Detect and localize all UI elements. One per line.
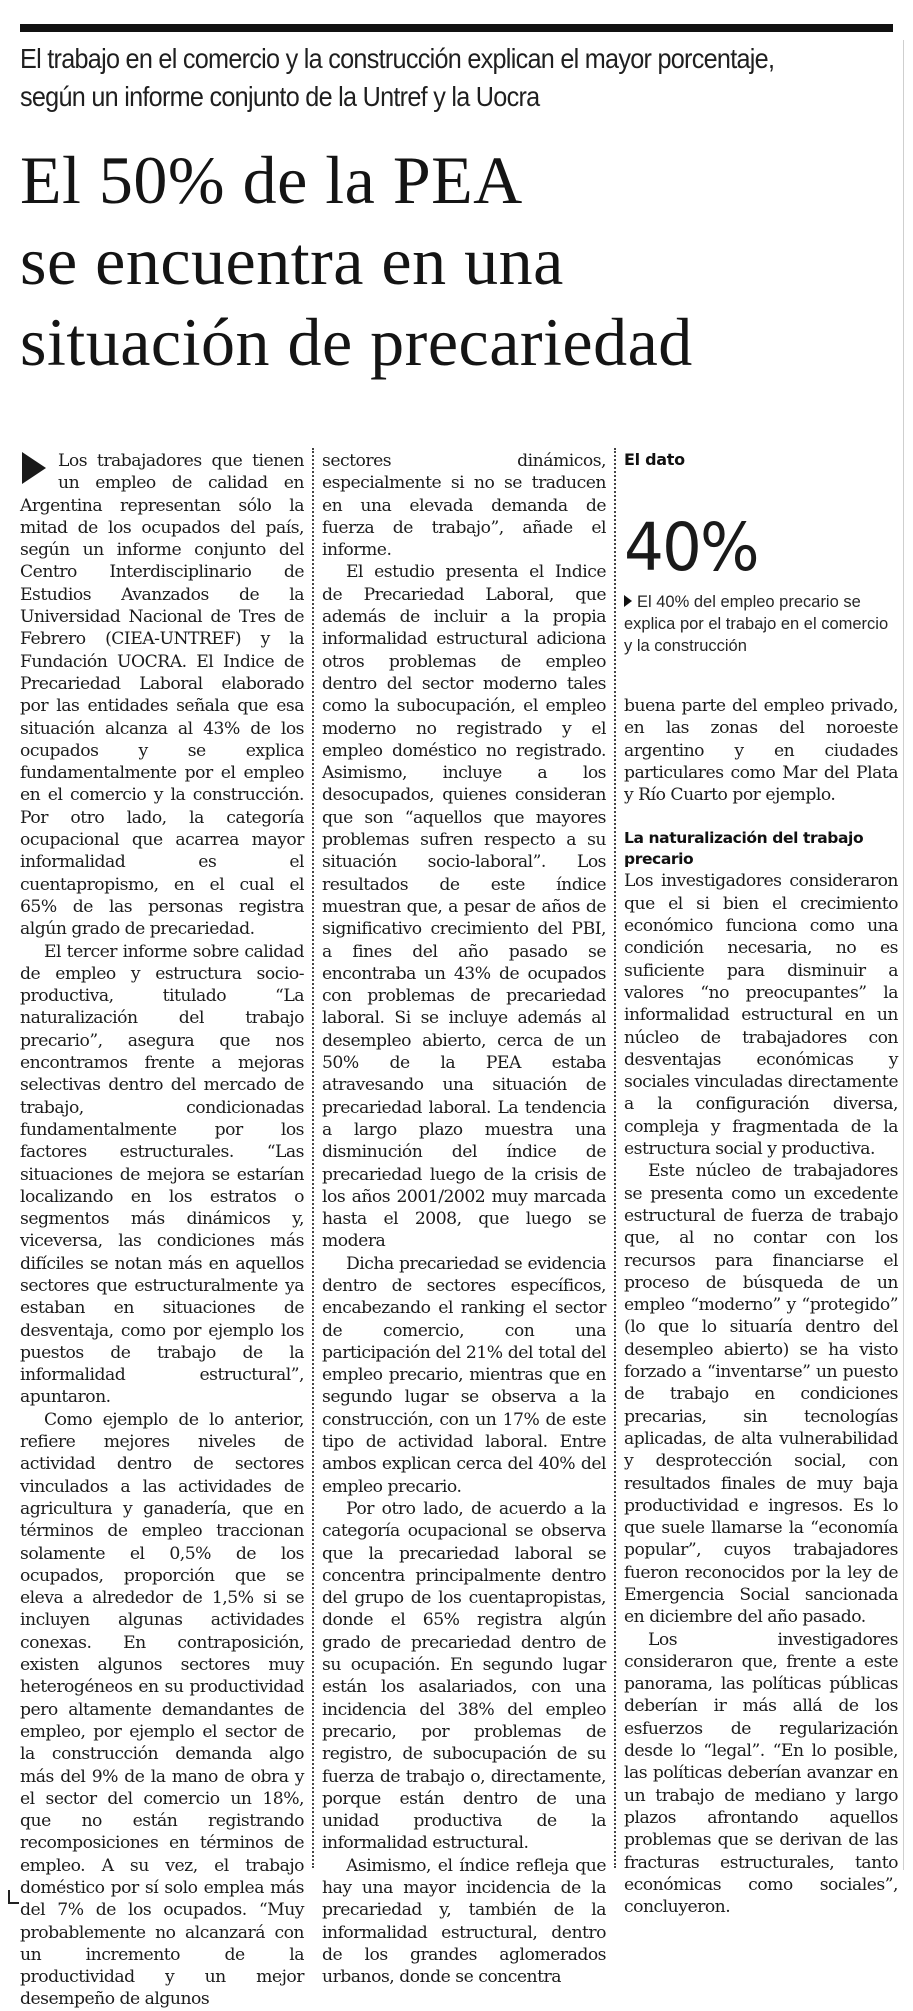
el-dato-number — [624, 509, 898, 586]
el-dato-box — [624, 450, 898, 657]
column-divider-1 — [312, 448, 314, 1868]
triangle-bullet-icon — [624, 595, 632, 607]
triangle-arrow-icon — [20, 450, 48, 486]
el-dato-title: El dato — [624, 450, 685, 469]
headline-line-1: El 50% de la PEA — [20, 142, 523, 218]
column-divider-2 — [614, 448, 616, 1868]
paragraph: Asimismo, el índice refleja que hay una mayor incidencia de la precariedad y, también de la informalidad estructural, dentro de los grandes aglomerados urbanos, donde se concentra — [322, 1855, 606, 1988]
paragraph: Este núcleo de trabajadores se presenta como un excedente estructural de fuerza de trabajo que, al no contar con los recursos para financiarse el proceso de búsqueda de un empleo “moderno” y “protegido” (lo que lo situaría dentro del desempleo abierto) se ha visto forzado a “inventarse” un puesto de trabajo en condiciones precarias, sin tecnologías aplicadas, de alta vulnerabilidad y desprotección social, con resultados finales de muy baja productividad e ingresos. Es lo que suele llamarse la “economía popular”, cuyos trabajadores fueron reconocidos por la ley de Emergencia Social sancionada en diciembre del año pasado. — [624, 1161, 898, 1628]
crop-corner-mark — [8, 1890, 19, 1904]
paragraph: Los investigadores consideraron que el si bien el crecimiento económico funciona como una condición necesaria, no es suficiente para disminuir a valores “no preocupantes” la informalidad estructural en un núcleo de trabajadores con desventajas económicas y sociales vinculadas directamente a la configuración diversa, compleja y fragmentada de la estructura social y productiva. — [624, 871, 898, 1160]
paragraph: Dicha precariedad se evidencia dentro de sectores específicos, encabezando el ranking el sector de comercio, con una participación del 21% del total del empleo precario, mientras que en segundo lugar se observa a la construcción, con un 17% de este tipo de actividad laboral. Entre ambos explican cerca del 40% del empleo precario. — [322, 1253, 606, 1497]
paragraph: El estudio presenta el Indice de Precariedad Laboral, que además de incluir a la propia informalidad estructural adiciona otros problemas de empleo dentro del sector moderno tales como la subocupación, el empleo moderno no registrado y el empleo doméstico no registrado. Asimismo, incluye a los desocupados, quienes consideran que son “aquellos que mayores problemas sufren respecto a su situación socio-laboral”. Los resultados de este índice muestran que, a pesar de años de significativo crecimiento del PBI, a fines del año pasado se encontraba un 43% de ocupados con problemas de precariedad laboral. Si se incluye además al desempleo abierto, cerca de un 50% de la PEA estaba atravesando una situación de precariedad laboral. La tendencia a largo plazo muestra una disminución del índice de precariedad luego de la crisis de los años 2001/2002 muy marcada hasta el 2008, que luego se modera — [322, 562, 606, 1252]
el-dato-description — [624, 591, 898, 657]
paragraph: Los investigadores consideraron que, frente a este panorama, las políticas públicas deberían ir más allá de los esfuerzos de regularización desde lo “legal”. “En lo posible, las políticas deberían avanzar en un trabajo de mediano y largo plazos afrontando aquellos problemas que se derivan de las fracturas estructurales, tanto económicas como sociales”, concluyeron. — [624, 1629, 898, 1918]
headline-line-2: se encuentra en una — [20, 223, 564, 299]
paragraph: sectores dinámicos, especialmente si no se traducen en una elevada demanda de fuerza de trabajo”, añade el informe. — [322, 451, 606, 561]
el-dato-number-value: 40% — [624, 509, 758, 586]
article-column-2 — [322, 450, 606, 1988]
top-rule-divider — [20, 24, 893, 32]
paragraph: Como ejemplo de lo anterior, refiere mejores niveles de actividad dentro de sectores vinculados a las actividades de agricultura y ganadería, que en términos de empleo traccionan solamente el 0,5% de los ocupados, proporción que se eleva a alrededor de 1,5% si se incluyen algunas actividades conexas. En contraposición, existen algunos sectores muy heterogéneos en su productividad pero altamente demandantes de empleo, por ejemplo el sector de la construcción demanda algo más del 9% de la mano de obra y el sector del comercio un 18%, que no están registrando recomposiciones en términos de empleo. A su vez, el trabajo doméstico por sí solo emplea más del 7% de los ocupados. “Muy probablemente no alcanzará con un incremento de la productividad y un mejor desempeño de algunos — [20, 1409, 304, 2010]
page-edge-line — [903, 40, 904, 1870]
headline — [20, 140, 900, 383]
section-subhead: La naturalización del trabajo precario — [624, 829, 864, 869]
paragraph: Los trabajadores que tienen un empleo de calidad en Argentina representan sólo la mitad de los ocupados del país, según un informe conjunto del Centro Interdisciplinario de Estudios Avanzados de la Universidad Nacional de Tres de Febrero (CIEA-UNTREF) y la Fundación UOCRA. El Indice de Precariedad Laboral elaborado por las entidades señala que esa situación alcanza al 43% de los ocupados y se explica fundamentalmente por el empleo en el comercio y la construcción. Por otro lado, la categoría ocupacional que acarrea mayor informalidad es el cuentapropismo, en el cual el 65% de las personas registra algún grado de precariedad. — [20, 451, 304, 940]
el-dato-text: El 40% del empleo precario se explica por el trabajo en el comercio y la construcción — [624, 593, 889, 655]
headline-line-3: situación de precariedad — [20, 304, 693, 380]
article-column-1 — [20, 450, 304, 2011]
paragraph: El tercer informe sobre calidad de empleo y estructura socio-productiva, titulado “La naturalización del trabajo precario”, asegura que nos encontramos frente a mejoras selectivas dentro del mercado de trabajo, condicionadas fundamentalmente por los factores estructurales. “Las situaciones de mejora se estarían localizando en los estratos o segmentos más dinámicos y, viceversa, las condiciones más difíciles se notan más en aquellos sectores que estructuralmente ya estaban en situaciones de desventaja, como por ejemplo los puestos de trabajo de la informalidad estructural”, apuntaron. — [20, 941, 304, 1408]
article-column-3 — [624, 695, 898, 1918]
paragraph: buena parte del empleo privado, en las zonas del noroeste argentino y en ciudades particulares como Mar del Plata y Río Cuarto por ejemplo. — [624, 696, 898, 806]
kicker-subtitle: El trabajo en el comercio y la construcción explican el mayor porcentaje, según un informe conjunto de la Untref y la Uocra — [20, 43, 775, 112]
paragraph: Por otro lado, de acuerdo a la categoría ocupacional se observa que la precariedad laboral se concentra principalmente dentro del grupo de los cuentapropistas, donde el 65% registra algún grado de precariedad dentro de su ocupación. En segundo lugar están los asalariados, con una incidencia del 38% del empleo precario, por problemas de registro, de subocupación de su fuerza de trabajo o, directamente, porque están dentro de una unidad productiva de la informalidad estructural. — [322, 1498, 606, 1854]
